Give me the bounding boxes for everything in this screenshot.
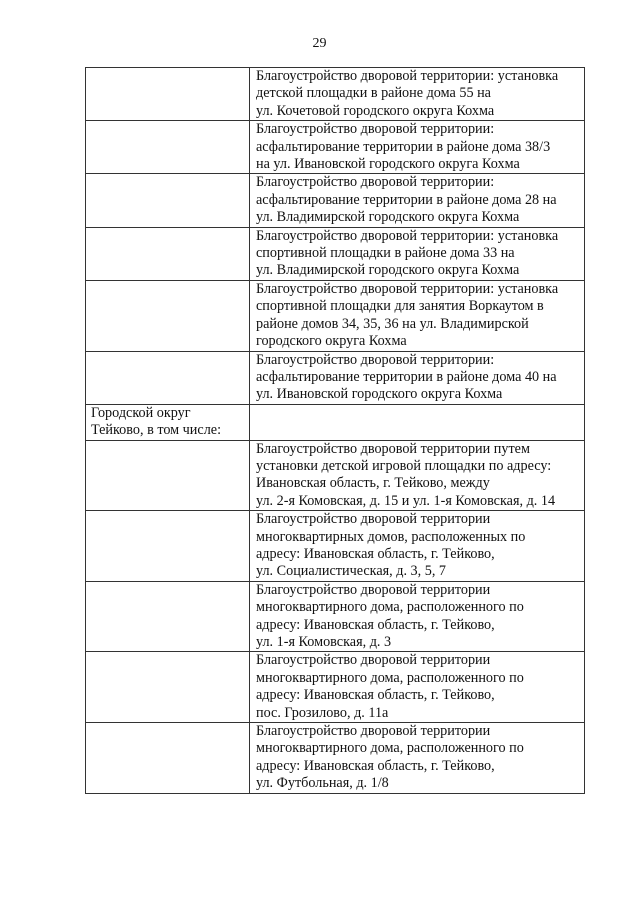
municipality-cell	[86, 227, 250, 280]
measure-text-line: адресу: Ивановская область, г. Тейково,	[256, 545, 495, 562]
table-row	[86, 511, 585, 582]
measure-text-line: многоквартирного дома, расположенного по	[256, 599, 524, 616]
measure-text-line: Благоустройство дворовой территории: установка	[256, 227, 559, 244]
municipality-cell	[86, 723, 250, 794]
measure-text-line: Благоустройство дворовой территории:	[256, 174, 495, 191]
measure-description-cell	[250, 581, 585, 652]
measure-text-line: ул. Владимирской городского округа Кохма	[256, 262, 520, 279]
measure-text-line: многоквартирного дома, расположенного по	[256, 669, 524, 686]
measure-text-line: ул. 2-я Комовская, д. 15 и ул. 1-я Комовская, д. 14	[256, 492, 556, 509]
measure-text-line: спортивной площадки в районе дома 33 на	[256, 245, 515, 262]
measure-text-line: Благоустройство дворовой территории:	[256, 121, 495, 138]
municipality-cell	[86, 440, 250, 511]
table-row	[86, 351, 585, 404]
measure-description-cell	[250, 121, 585, 174]
measure-description-cell	[250, 652, 585, 723]
table-row	[86, 404, 585, 440]
municipality-cell	[86, 652, 250, 723]
measure-text-line: ул. Кочетовой городского округа Кохма	[256, 102, 495, 119]
municipality-cell	[86, 121, 250, 174]
measure-description-cell	[250, 404, 585, 440]
measure-text-line: многоквартирного дома, расположенного по	[256, 740, 524, 757]
measure-description-cell	[250, 511, 585, 582]
measure-text-line: на ул. Ивановской городского округа Кохма	[256, 156, 520, 173]
measure-text-line: Благоустройство дворовой территории: установка	[256, 68, 559, 84]
table-row	[86, 280, 585, 351]
measure-text-line: адресу: Ивановская область, г. Тейково,	[256, 757, 495, 774]
measure-text-line: ул. Владимирской городского округа Кохма	[256, 209, 520, 226]
measure-description-cell	[250, 68, 585, 121]
municipality-cell	[86, 68, 250, 121]
measure-text-line: асфальтирование территории в районе дома 28 на	[256, 191, 557, 208]
municipality-cell	[86, 511, 250, 582]
measure-text-line: асфальтирование территории в районе дома 38/3	[256, 138, 551, 155]
municipality-cell	[86, 174, 250, 227]
measure-text-line: Благоустройство дворовой территории: установка	[256, 280, 559, 297]
measure-text-line: ул. Ивановской городского округа Кохма	[256, 386, 503, 403]
municipality-cell	[86, 280, 250, 351]
measure-text-line: ул. 1-я Комовская, д. 3	[256, 634, 392, 650]
measure-description-cell	[250, 440, 585, 511]
table-row	[86, 68, 585, 121]
measure-text-line: ул. Социалистическая, д. 3, 5, 7	[256, 563, 447, 580]
table-row	[86, 174, 585, 227]
measure-description-cell	[250, 227, 585, 280]
measure-description-cell	[250, 280, 585, 351]
measure-text-line: Благоустройство дворовой территории путем	[256, 440, 530, 457]
table-row	[86, 227, 585, 280]
municipality-cell	[86, 404, 250, 440]
municipality-cell	[86, 351, 250, 404]
measure-description-cell	[250, 723, 585, 794]
measure-text-line: Благоустройство дворовой территории	[256, 581, 491, 598]
measure-text-line: городского округа Кохма	[256, 333, 407, 350]
measure-description-cell	[250, 351, 585, 404]
measure-description-cell	[250, 174, 585, 227]
measure-text-line: многоквартирных домов, расположенных по	[256, 528, 526, 545]
measure-text-line: установки детской игровой площадки по адресу:	[256, 457, 552, 474]
measure-text-line: адресу: Ивановская область, г. Тейково,	[256, 616, 495, 633]
table-row	[86, 652, 585, 723]
measures-table	[85, 67, 585, 794]
measures-table-body	[86, 68, 585, 794]
municipality-text-line: Городской округ	[91, 404, 191, 421]
measure-text-line: спортивной площадки для занятия Воркаутом в	[256, 298, 544, 315]
measure-text-line: адресу: Ивановская область, г. Тейково,	[256, 687, 495, 704]
measure-text-line: Ивановская область, г. Тейково, между	[256, 475, 490, 492]
table-row	[86, 121, 585, 174]
measure-text-line: Благоустройство дворовой территории	[256, 511, 491, 528]
municipality-cell	[86, 581, 250, 652]
measure-text-line: пос. Грозилово, д. 11а	[256, 704, 389, 721]
measure-text-line: Благоустройство дворовой территории:	[256, 351, 495, 368]
table-row	[86, 581, 585, 652]
table-row	[86, 723, 585, 794]
measure-text-line: детской площадки в районе дома 55 на	[256, 85, 491, 102]
measure-text-line: Благоустройство дворовой территории	[256, 723, 491, 740]
measure-text-line: ул. Футбольная, д. 1/8	[256, 775, 389, 792]
measure-text-line: асфальтирование территории в районе дома 40 на	[256, 368, 557, 385]
measure-text-line: Благоустройство дворовой территории	[256, 652, 491, 669]
municipality-text-line: Тейково, в том числе:	[91, 422, 222, 439]
page-number: 29	[312, 36, 327, 51]
table-row	[86, 440, 585, 511]
measure-text-line: районе домов 34, 35, 36 на ул. Владимирской	[256, 315, 529, 332]
